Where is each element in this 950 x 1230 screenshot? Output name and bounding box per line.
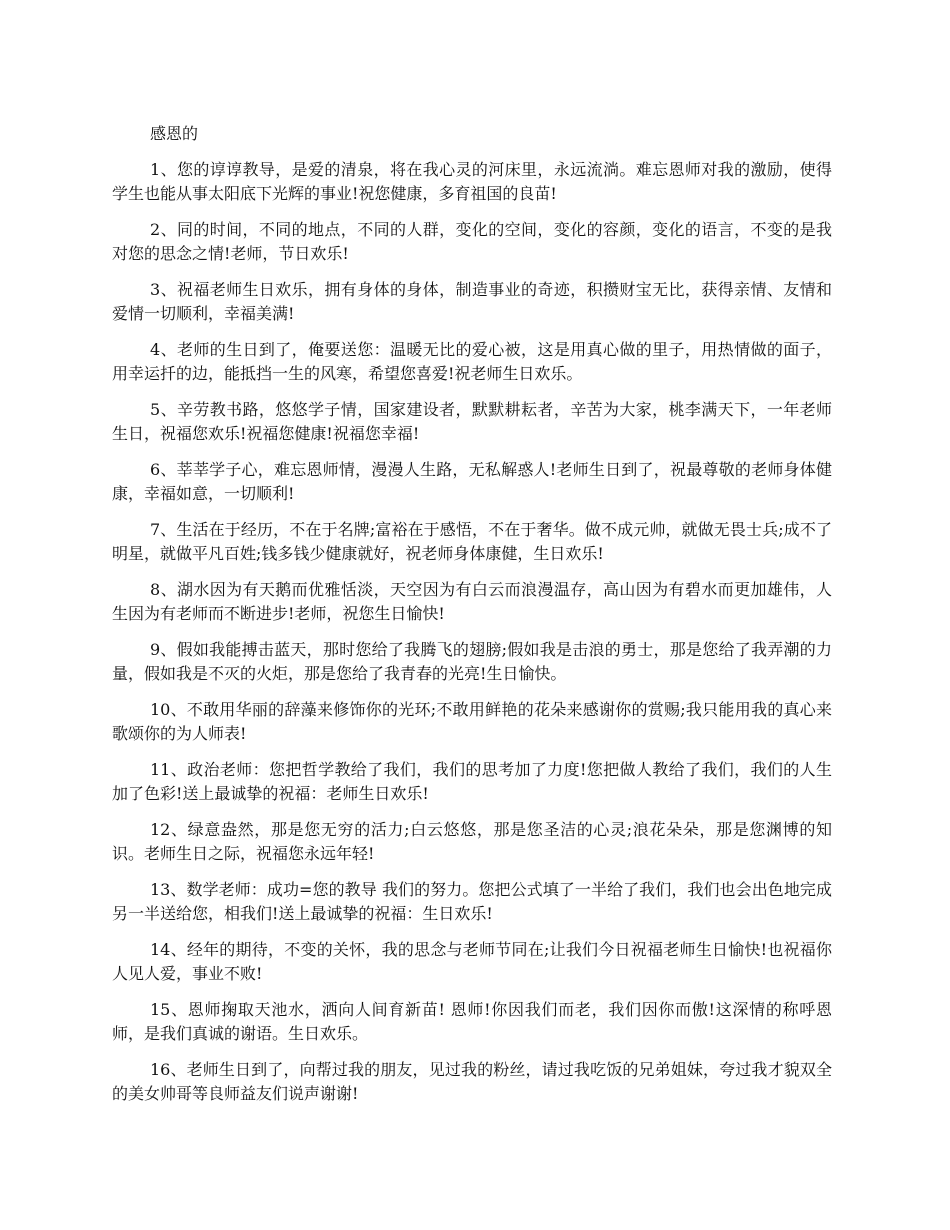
document-title: 感恩的 bbox=[150, 124, 199, 143]
paragraph-4: 4、老师的生日到了，俺要送您：温暖无比的爱心被，这是用真心做的里子，用热情做的面子，用幸运扦的边，能抵挡一生的风寒，希望您喜爱!祝老师生日欢乐。 bbox=[112, 340, 832, 383]
paragraph-12: 12、绿意盎然，那是您无穷的活力;白云悠悠，那是您圣洁的心灵;浪花朵朵，那是您渊博的知识。老师生日之际，祝福您永远年轻! bbox=[112, 820, 832, 863]
paragraph-15: 15、恩师掬取天池水，洒向人间育新苗! 恩师!你因我们而老，我们因你而傲!这深情的称呼恩师，是我们真诚的谢语。生日欢乐。 bbox=[112, 1000, 832, 1043]
paragraph-5: 5、辛劳教书路，悠悠学子情，国家建设者，默默耕耘者，辛苦为大家，桃李满天下，一年老师生日，祝福您欢乐!祝福您健康!祝福您幸福! bbox=[112, 400, 832, 443]
paragraph-9: 9、假如我能搏击蓝天，那时您给了我腾飞的翅膀;假如我是击浪的勇士，那是您给了我弄潮的力量，假如我是不灭的火炬，那是您给了我青春的光亮!生日愉快。 bbox=[112, 640, 832, 683]
paragraph-3: 3、祝福老师生日欢乐，拥有身体的身体，制造事业的奇迹，积攒财宝无比，获得亲情、友情和爱情一切顺利，幸福美满! bbox=[112, 280, 832, 323]
paragraph-7: 7、生活在于经历，不在于名牌;富裕在于感悟，不在于奢华。做不成元帅，就做无畏士兵;成不了明星，就做平凡百姓;钱多钱少健康就好，祝老师身体康健，生日欢乐! bbox=[112, 520, 832, 563]
paragraph-6: 6、莘莘学子心，难忘恩师情，漫漫人生路，无私解惑人!老师生日到了，祝最尊敬的老师身体健康，幸福如意，一切顺利! bbox=[112, 460, 832, 503]
paragraph-16: 16、老师生日到了，向帮过我的朋友，见过我的粉丝，请过我吃饭的兄弟姐妹，夸过我才貌双全的美女帅哥等良师益友们说声谢谢! bbox=[112, 1060, 832, 1103]
paragraph-11: 11、政治老师：您把哲学教给了我们，我们的思考加了力度!您把做人教给了我们，我们的人生加了色彩!送上最诚挚的祝福：老师生日欢乐! bbox=[112, 760, 832, 803]
paragraph-13: 13、数学老师：成功=您的教导 我们的努力。您把公式填了一半给了我们，我们也会出色地完成另一半送给您，相我们!送上最诚挚的祝福：生日欢乐! bbox=[112, 880, 832, 923]
paragraph-2: 2、同的时间，不同的地点，不同的人群，变化的空间，变化的容颜，变化的语言，不变的是我对您的思念之情!老师，节日欢乐! bbox=[112, 220, 832, 263]
paragraph-10: 10、不敢用华丽的辞藻来修饰你的光环;不敢用鲜艳的花朵来感谢你的赏赐;我只能用我的真心来歌颂你的为人师表! bbox=[112, 700, 832, 743]
document-body bbox=[112, 122, 832, 1118]
paragraph-1: 1、您的谆谆教导，是爱的清泉，将在我心灵的河床里，永远流淌。难忘恩师对我的激励，使得学生也能从事太阳底下光辉的事业!祝您健康，多育祖国的良苗! bbox=[112, 160, 832, 203]
paragraph-8: 8、湖水因为有天鹅而优雅恬淡，天空因为有白云而浪漫温存，高山因为有碧水而更加雄伟，人生因为有老师而不断进步!老师，祝您生日愉快! bbox=[112, 580, 832, 623]
paragraph-14: 14、经年的期待，不变的关怀，我的思念与老师节同在;让我们今日祝福老师生日愉快!也祝福你人见人爱，事业不败! bbox=[112, 940, 832, 983]
